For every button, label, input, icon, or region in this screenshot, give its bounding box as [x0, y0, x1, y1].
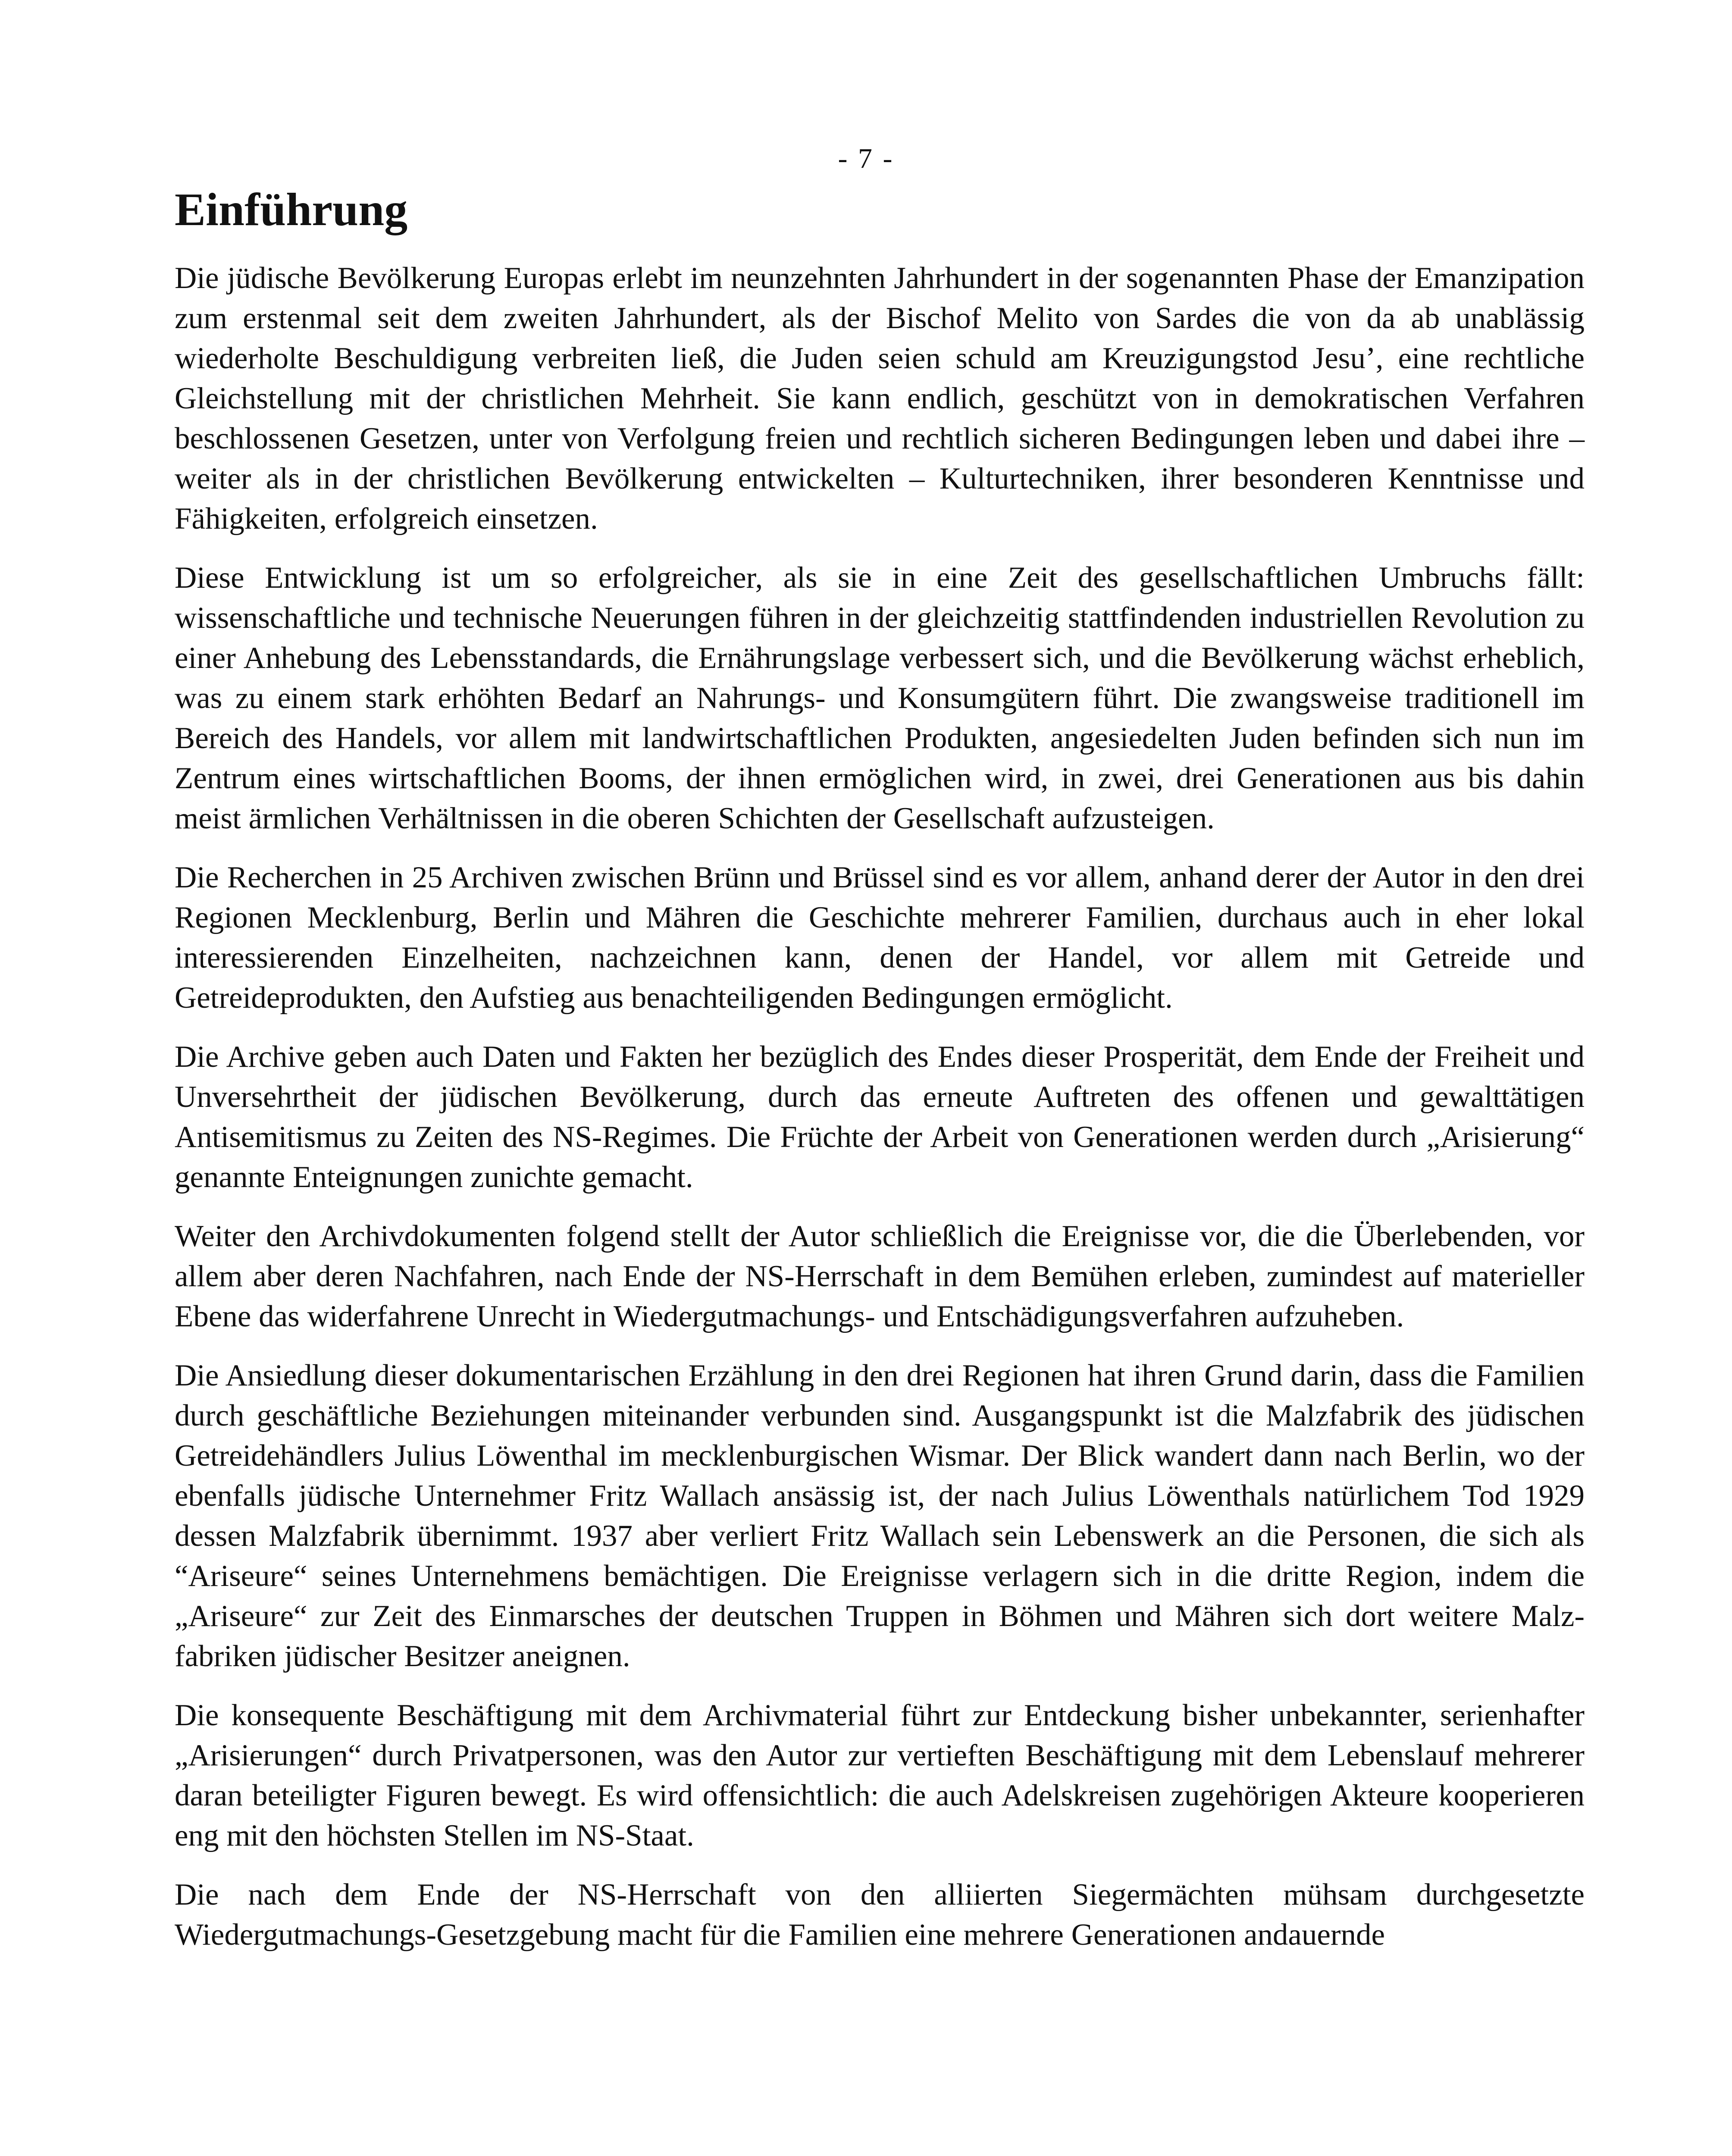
paragraph-2: Diese Entwicklung ist um so erfolgreicher, als sie in eine Zeit des gesellschaftlichen Umbruchs fällt: wissenschaftliche und technische Neuerungen führen in der gleichzeitig stattfindenden industriellen Revolution zu einer Anhebung des Lebensstandards, die Ernährungslage verbessert sich, und die Bevölkerung wächst erheblich, was zu einem stark erhöhten Bedarf an Nahrungs- und Konsumgütern führt. Die zwangsweise traditionell im Bereich des Handels, vor allem mit landwirtschaftlichen Produkten, angesiedelten Juden befinden sich nun im Zentrum eines wirtschaftlichen Booms, der ihnen ermöglichen wird, in zwei, drei Generationen aus bis dahin meist ärmlichen Verhältnissen in die oberen Schichten der Gesellschaft aufzusteigen. [175, 561, 1585, 836]
paragraph-4: Die Archive geben auch Daten und Fakten her bezüglich des Endes dieser Prosperität, dem Ende der Freiheit und Unversehrtheit der jüdischen Bevölkerung, durch das erneute Auftreten des offenen und gewalttätigen Antisemitismus zu Zeiten des NS-Regimes. Die Früchte der Arbeit von Generationen werden durch „Arisierung“ genannte Enteignungen zunichte gemacht. [175, 1040, 1585, 1194]
paragraph-1: Die jüdische Bevölkerung Europas erlebt im neunzehnten Jahrhundert in der sogenannten Phase der Emanzipation zum erstenmal seit dem zweiten Jahrhundert, als der Bischof Melito von Sardes die von da ab unablässig wiederholte Beschuldigung verbreiten ließ, die Juden seien schuld am Kreuzigungstod Jesu’, eine rechtliche Gleichstellung mit der christlichen Mehrheit. Sie kann endlich, geschützt von in demokratischen Verfahren beschlossenen Gesetzen, unter von Verfolgung freien und rechtlich sicheren Bedingungen leben und dabei ihre – weiter als in der christlichen Bevölkerung entwickelten – Kulturtechniken, ihrer besonderen Kenntnisse und Fähigkeiten, erfolgreich einsetzen. [175, 261, 1585, 536]
page-content [175, 183, 1585, 1974]
section-heading: Einführung [175, 184, 408, 235]
page-number: - 7 - [838, 143, 894, 174]
paragraph-8: Die nach dem Ende der NS-Herrschaft von den alliierten Siegermächten mühsam durchgesetzte Wiedergutmachungs-Gesetzgebung macht für die Familien eine mehrere Generationen andauernde [175, 1878, 1585, 1952]
paragraph-3: Die Recherchen in 25 Archiven zwischen Brünn und Brüssel sind es vor allem, anhand derer der Autor in den drei Regionen Mecklenburg, Berlin und Mähren die Geschichte mehrerer Familien, durchaus auch in eher lokal interessierenden Einzelheiten, nachzeichnen kann, denen der Handel, vor allem mit Getreide und Getreideprodukten, den Aufstieg aus benachteiligenden Bedingungen ermöglicht. [175, 861, 1585, 1015]
paragraph-5: Weiter den Archivdokumenten folgend stellt der Autor schließlich die Ereignisse vor, die die Überlebenden, vor allem aber deren Nachfahren, nach Ende der NS-Herrschaft in dem Bemühen erleben, zumindest auf materieller Ebene das widerfahrene Unrecht in Wiedergutmachungs- und Entschädigungsverfahren aufzuheben. [175, 1219, 1585, 1334]
paragraph-6: Die Ansiedlung dieser dokumentarischen Erzählung in den drei Regionen hat ihren Grund darin, dass die Familien durch geschäftliche Beziehungen miteinander verbunden sind. Ausgangspunkt ist die Malzfabrik des jüdischen Getreidehändlers Julius Löwenthal im mecklenburgischen Wismar. Der Blick wandert dann nach Berlin, wo der ebenfalls jüdische Unternehmer Fritz Wallach ansässig ist, der nach Julius Löwenthals natürlichem Tod 1929 dessen Malzfabrik übernimmt. 1937 aber verliert Fritz Wallach sein Lebenswerk an die Personen, die sich als “Ariseure“ seines Unternehmens bemächtigen. Die Ereignisse verlagern sich in die dritte Region, indem die „Ariseure“ zur Zeit des Einmarsches der deutschen Truppen in Böhmen und Mähren sich dort weitere Malzfabriken jüdischer Besitzer aneignen. [175, 1359, 1585, 1673]
paragraph-7: Die konsequente Beschäftigung mit dem Archivmaterial führt zur Entdeckung bisher unbekannter, serienhafter „Arisierungen“ durch Privatpersonen, was den Autor zur vertieften Beschäftigung mit dem Lebenslauf mehrerer daran beteiligter Figuren bewegt. Es wird offensichtlich: die auch Adelskreisen zugehörigen Akteure kooperieren eng mit den höchsten Stellen im NS-Staat. [175, 1698, 1585, 1853]
